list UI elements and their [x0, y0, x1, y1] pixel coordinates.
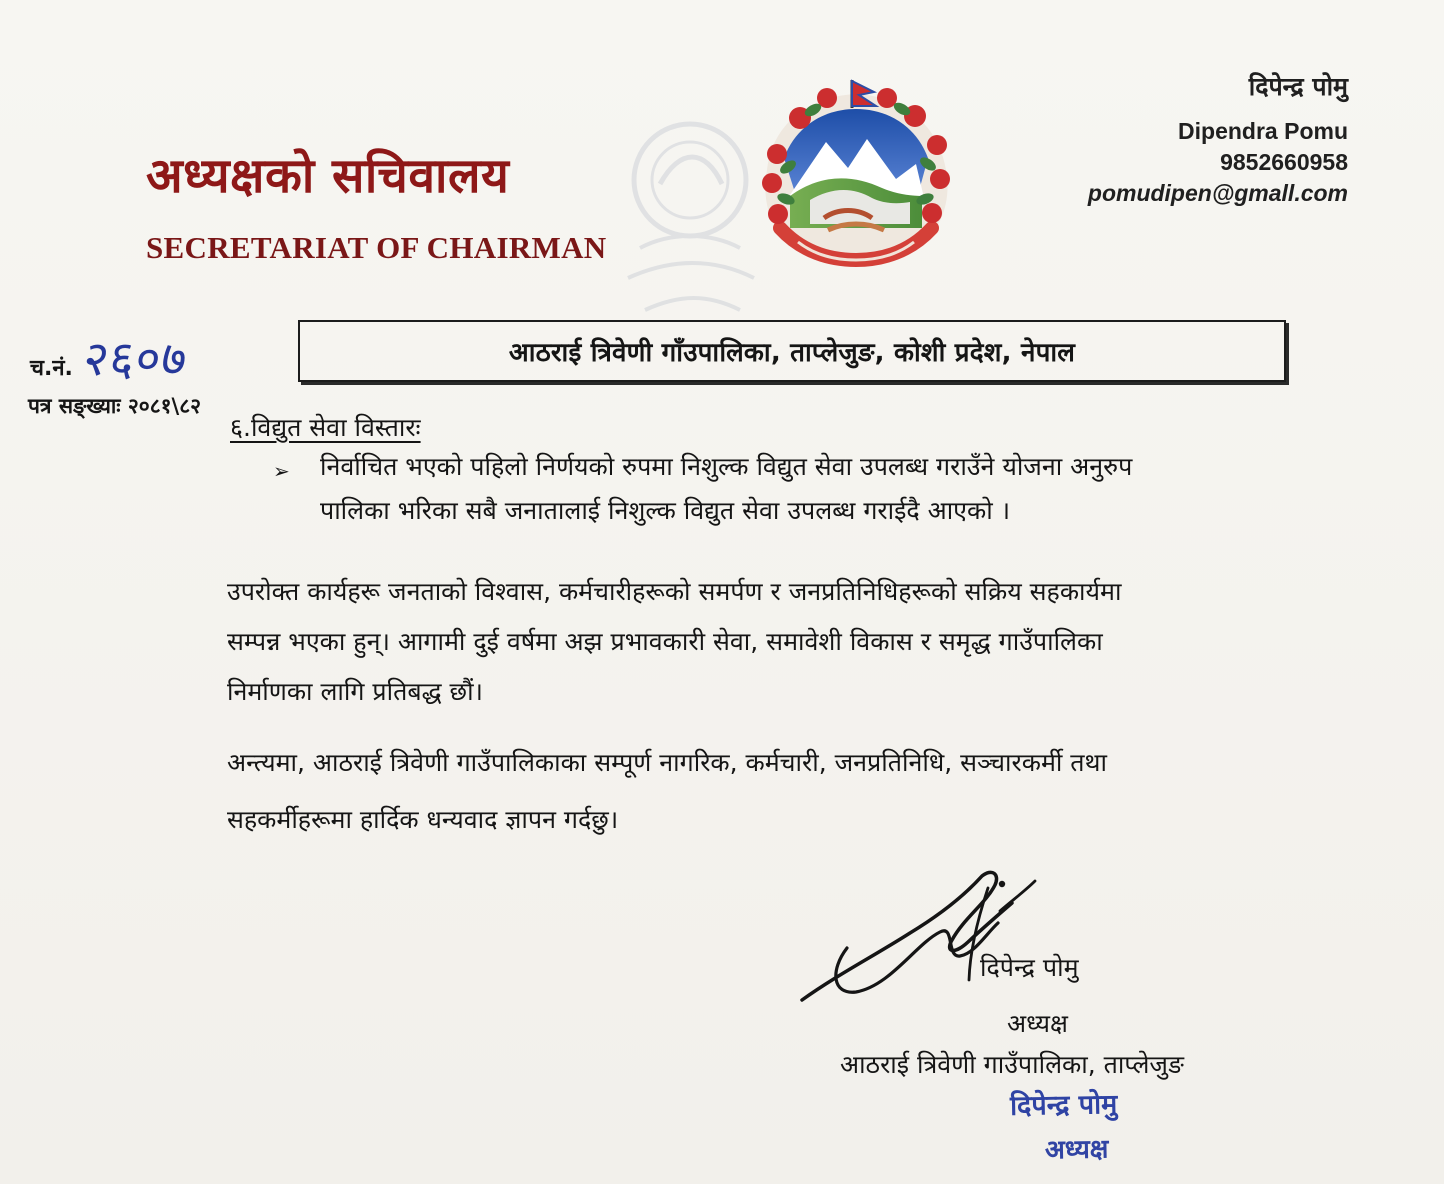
- reference-label: च.नं.: [30, 356, 73, 381]
- paragraph-2-line-1: उपरोक्त कार्यहरू जनताको विश्वास, कर्मचारीहरूको समर्पण र जनप्रतिनिधिहरूको सक्रिय सहकार्यमा: [227, 577, 1122, 606]
- signatory-position: अध्यक्ष: [1007, 1009, 1068, 1038]
- nepal-emblem-icon: [744, 78, 968, 268]
- address-banner: [298, 320, 1286, 382]
- handwritten-signature-icon: [792, 860, 1042, 1020]
- stamp-name: दिपेन्द्र पोमु: [1009, 1089, 1118, 1122]
- bullet-text-line-2: पालिका भरिका सबै जनातालाई निशुल्क विद्युत सेवा उपलब्ध गराईदै आएको ।: [320, 496, 1011, 525]
- letter-number: पत्र सङ्ख्याः २०८१\८२: [28, 394, 202, 418]
- signatory-office: आठराई त्रिवेणी गाउँपालिका, ताप्लेजुङ: [840, 1050, 1184, 1079]
- bullet-text-line-1: निर्वाचित भएको पहिलो निर्णयको रुपमा निशुल्क विद्युत सेवा उपलब्ध गराउँने योजना अनुरुप: [320, 452, 1133, 481]
- contact-block: [1028, 70, 1348, 209]
- paragraph-3-line-2: सहकर्मीहरूमा हार्दिक धन्यवाद ज्ञापन गर्दछु।: [227, 805, 619, 834]
- office-title-nepali: अध्यक्षको सचिवालय: [146, 148, 510, 204]
- contact-name-english: Dipendra Pomu: [1178, 118, 1348, 144]
- section-heading: ६.विद्युत सेवा विस्तारः: [230, 413, 421, 442]
- signatory-name: दिपेन्द्र पोमु: [980, 953, 1079, 982]
- reference-number: २६०७: [79, 331, 192, 387]
- contact-email: pomudipen@gmall.com: [1087, 180, 1348, 206]
- contact-name-nepali: दिपेन्द्र पोमु: [1248, 72, 1348, 101]
- office-title-english: SECRETARIAT OF CHAIRMAN: [146, 230, 607, 265]
- address-text: आठराई त्रिवेणी गाँउपालिका, ताप्लेजुङ, कोशी प्रदेश, नेपाल: [508, 338, 1076, 368]
- bullet-arrow-icon: ➢: [273, 459, 290, 483]
- paragraph-2-line-2: सम्पन्न भएका हुन्। आगामी दुई वर्षमा अझ प्रभावकारी सेवा, समावेशी विकास र समृद्ध गाउँपालिका: [227, 627, 1103, 656]
- stamp-position: अध्यक्ष: [1044, 1134, 1109, 1166]
- contact-phone: 9852660958: [1220, 149, 1348, 175]
- paragraph-3-line-1: अन्त्यमा, आठराई त्रिवेणी गाउँपालिकाका सम्पूर्ण नागरिक, कर्मचारी, जनप्रतिनिधि, सञ्चारकर्मी तथा: [227, 748, 1108, 777]
- paragraph-2-line-3: निर्माणका लागि प्रतिबद्ध छौं।: [227, 677, 484, 706]
